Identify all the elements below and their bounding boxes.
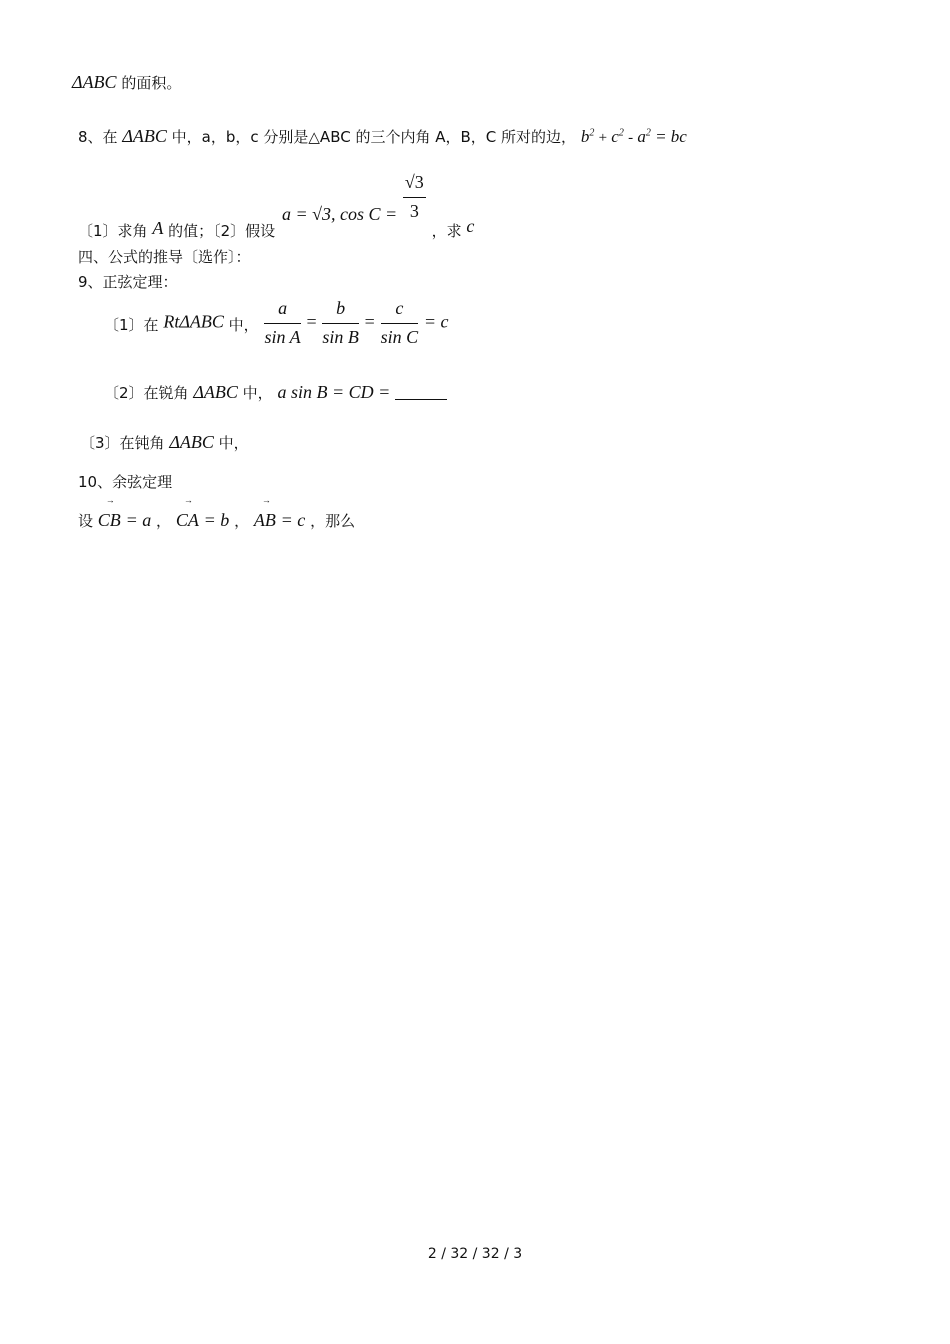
q9-part1: 〔1〕在 RtΔABC 中， $\frac{a}{\text{sin A}}$ = $\frac{b}{\text{sin B}}$ = $\frac{c}{\text{sin C}}$ = c bbox=[104, 298, 449, 347]
vector-ca: → CA bbox=[175, 495, 199, 530]
question-8 bbox=[78, 126, 687, 148]
sine-fraction-b: $\frac{b}{\text{sin B}}$ bbox=[322, 298, 359, 347]
q8-part1-end: 的值；〔2〕假设 bbox=[168, 221, 276, 240]
q8-ask: ，求 bbox=[431, 221, 462, 240]
vector-ab: → AB bbox=[253, 495, 276, 530]
q8-prefix: 8、在 bbox=[78, 128, 118, 146]
text-area: 的面积。 bbox=[121, 74, 182, 92]
q10-end: ，那么 bbox=[310, 512, 356, 530]
q9-part2 bbox=[104, 382, 447, 404]
line-area-of-triangle bbox=[72, 72, 181, 94]
q8-angle: A bbox=[152, 217, 164, 238]
q8-target: c bbox=[466, 215, 475, 236]
vector-arrow-icon: → bbox=[261, 495, 271, 505]
q9-p1-label: 〔1〕在 bbox=[104, 315, 159, 334]
q8-condition: a = √3, cos C = bbox=[281, 203, 398, 224]
question-10-title: 10、余弦定理 bbox=[78, 473, 173, 491]
math-triangle-abc: ΔABC bbox=[72, 72, 117, 92]
q8-part1: 〔1〕求角 bbox=[78, 221, 148, 240]
q9-p3-triangle: ΔABC bbox=[169, 432, 214, 452]
answer-blank[interactable] bbox=[395, 383, 447, 400]
q9-p3-label: 〔3〕在钝角 bbox=[80, 434, 165, 452]
q9-p2-equation: a sin B = CD = bbox=[277, 382, 391, 402]
q9-p1-triangle: RtΔABC bbox=[163, 311, 224, 332]
q8-equation: $b^2 + c^2 - a^2$ = bc bbox=[580, 127, 687, 146]
q9-p2-triangle: ΔABC bbox=[193, 382, 238, 402]
question-8-parts bbox=[78, 172, 475, 240]
q9-p3-after: 中， bbox=[218, 434, 249, 452]
vector-arrow-icon: → bbox=[105, 495, 115, 505]
page-number: 2 / 32 / 32 / 3 bbox=[427, 1246, 523, 1262]
sine-equation-end: = c bbox=[423, 311, 449, 332]
question-9-title: 9、正弦定理： bbox=[78, 273, 178, 291]
sine-fraction-c: $\frac{c}{\text{sin C}}$ bbox=[380, 298, 419, 347]
q8-triangle: ΔABC bbox=[122, 126, 167, 146]
vector-arrow-icon: → bbox=[183, 495, 193, 505]
q9-part3 bbox=[80, 432, 249, 454]
q9-p2-label: 〔2〕在锐角 bbox=[104, 384, 189, 402]
q8-statement: 中，a，b，c 分别是△ABC 的三个内角 A，B，C 所对的边， bbox=[171, 128, 577, 146]
q9-p2-after: 中， bbox=[242, 384, 273, 402]
sine-fraction-a: $\frac{a}{\text{sin A}}$ bbox=[264, 298, 301, 347]
vector-cb: → CB bbox=[97, 495, 121, 530]
q9-p1-after: 中， bbox=[228, 315, 259, 334]
q8-cos-fraction: $\frac{√3}{3}$ bbox=[404, 172, 424, 221]
q10-set: 设 bbox=[78, 512, 94, 530]
q10-vectors: 设 → CB = a ， → CA = b ， → AB = c ，那么 bbox=[78, 495, 356, 530]
section-4-heading: 四、公式的推导〔选作〕： bbox=[78, 248, 251, 266]
